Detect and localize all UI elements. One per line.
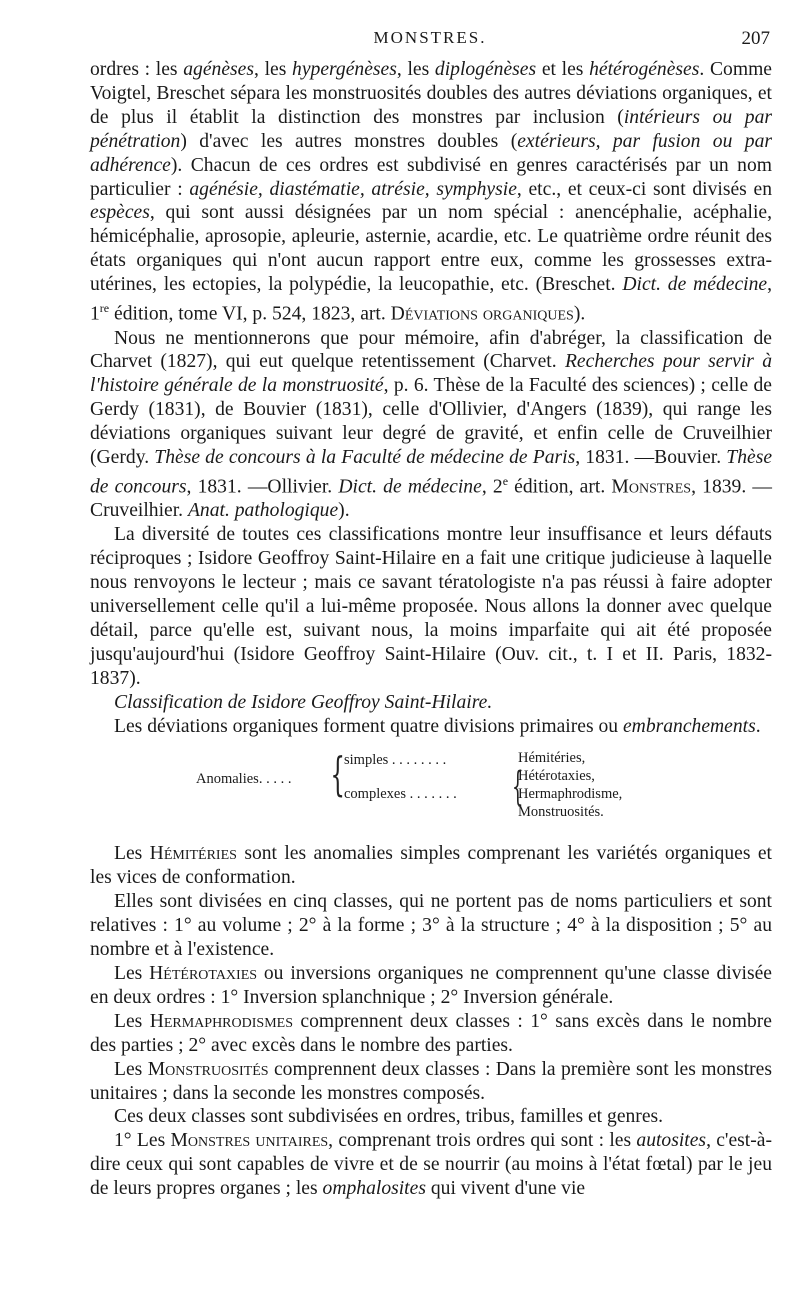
diagram-hemiteries: Hémitéries, bbox=[518, 750, 586, 767]
italic-term: intérieurs ou par pénétration bbox=[90, 106, 772, 152]
text-run: , les bbox=[396, 59, 435, 80]
small-caps-term: Monstruosités bbox=[147, 1058, 269, 1080]
diagram-root: Anomalies. . . . . bbox=[196, 771, 292, 788]
small-caps-term: Hétérotaxies bbox=[149, 962, 258, 984]
paragraph-breschet bbox=[90, 58, 772, 327]
heading-text: Classification de Isidore Geoffroy Saint-Hilaire. bbox=[114, 691, 493, 713]
running-title: MONSTRES. bbox=[373, 28, 487, 47]
text-run: , c'est-à-dire ceux qui sont capables de vivre et de se nourrir (au moins à l'état fœtal) par le jeu de leurs propres organes ; les bbox=[90, 1130, 772, 1200]
italic-citation: Thèse de concours à la Faculté de médecine de Paris bbox=[154, 447, 576, 469]
text-run: . bbox=[755, 715, 761, 737]
text-run: ). bbox=[338, 500, 350, 522]
diagram-simples: simples . . . . . . . . bbox=[344, 752, 447, 769]
text-run: ). bbox=[573, 303, 586, 325]
italic-term: extérieurs, par fusion ou par adhérence bbox=[90, 130, 772, 176]
text-run: Les bbox=[114, 1010, 150, 1032]
italic-term: agénèses bbox=[183, 59, 254, 80]
diagram-heterotaxies: Hétérotaxies, bbox=[518, 768, 595, 785]
italic-citation: Anat. pathologique bbox=[187, 500, 339, 522]
text-run: Les bbox=[114, 1058, 148, 1080]
text-run: comprennent deux classes : 1° sans excès dans le nombre des parties ; 2° avec excès dans le nombre des parties. bbox=[90, 1010, 772, 1056]
italic-citation: Dict. de médecine bbox=[338, 476, 482, 498]
text-run: sont les anomalies simples comprenant les variétés organiques et les vices de conformation. bbox=[90, 843, 772, 889]
italic-term: diplogénèses bbox=[434, 59, 537, 80]
text-run: , les bbox=[253, 59, 293, 80]
brace-icon: { bbox=[330, 747, 345, 802]
small-caps-term: Monstres bbox=[611, 476, 692, 498]
text-run: ). Chacun de ces ordres est subdivisé en genres caractérisés par un nom particulier : bbox=[90, 154, 772, 200]
page-number: 207 bbox=[741, 28, 770, 49]
italic-term: espèces bbox=[90, 202, 150, 224]
text-run: Les déviations organiques forment quatre divisions primaires ou bbox=[114, 715, 623, 737]
italic-term: agénésie, diastématie, atrésie, symphysie bbox=[189, 178, 517, 200]
italic-citation: Recherches pour servir à l'histoire générale de la monstruosité bbox=[90, 351, 772, 397]
paragraph-heterotaxies bbox=[90, 962, 772, 1010]
paragraph-divisions bbox=[90, 715, 772, 739]
text-run: comprennent deux classes : Dans la première sont les monstres unitaires ; dans la seconde les monstres composés. bbox=[90, 1058, 772, 1104]
italic-citation: Thèse de concours bbox=[90, 447, 773, 498]
text-run: , 1831. —Ollivier. bbox=[186, 476, 339, 498]
body-text bbox=[90, 58, 772, 1201]
text-run: , etc., et ceux-ci sont divisés en bbox=[516, 178, 772, 200]
page-header bbox=[90, 28, 770, 54]
text-run: 1° Les bbox=[114, 1130, 171, 1152]
italic-term: autosites bbox=[636, 1130, 707, 1152]
text-run: Les bbox=[114, 843, 150, 865]
text-run: , 1 bbox=[90, 274, 772, 325]
italic-citation: Dict. de médecine bbox=[622, 274, 768, 296]
text-run: ou inversions organiques ne comprennent qu'une classe divisée en deux ordres : 1° Inversion splanchnique ; 2° Inversion générale. bbox=[90, 962, 772, 1008]
italic-term: omphalosites bbox=[322, 1178, 426, 1200]
small-caps-term: Hémitéries bbox=[149, 843, 237, 865]
paragraph-monstruosites bbox=[90, 1058, 772, 1106]
small-caps-term: Monstres unitaires bbox=[170, 1130, 329, 1152]
paragraph-hermaphrodismes bbox=[90, 1010, 772, 1058]
small-caps-term: Déviations organiques bbox=[390, 303, 574, 325]
superscript: re bbox=[99, 301, 110, 316]
text-run: ) d'avec les autres monstres doubles ( bbox=[180, 130, 518, 152]
classification-diagram bbox=[90, 746, 772, 834]
paragraph-subdivisions: Ces deux classes sont subdivisées en ordres, tribus, familles et genres. bbox=[114, 1106, 664, 1128]
text-run: Les bbox=[114, 962, 150, 984]
text-run: qui vivent d'une vie bbox=[425, 1178, 586, 1200]
text-run: , 1839. — Cruveilhier. bbox=[90, 476, 773, 522]
text-run: . Comme Voigtel, Breschet sépara les monstruosités doubles des autres déviations organiques, et de plus il établit la distinction des monstres par inclusion ( bbox=[90, 59, 773, 128]
diagram-monstruosites: Monstruosités. bbox=[518, 804, 604, 821]
text-run: , p. 6. Thèse de la Faculté des sciences) ; celle de Gerdy (1831), de Bouvier (1831), celle d'Ollivier, d'Angers (1839), qui range les déviations organiques suivant leur degré de gravité, et enfin celle de Cruveilhier (Gerdy. bbox=[90, 375, 772, 469]
italic-term: hypergénèses bbox=[292, 59, 397, 80]
brace-icon: { bbox=[511, 764, 524, 811]
text-run: , comprenant trois ordres qui sont : les bbox=[328, 1130, 637, 1152]
text-run: Nous ne mentionnerons que pour mémoire, afin d'abréger, la classification de Charvet (1827), qui eut quelque retentissement (Charvet. bbox=[90, 327, 772, 373]
paragraph-hemiteries bbox=[90, 842, 772, 890]
text-run: , 1831. —Bouvier. bbox=[575, 447, 727, 469]
italic-term: hétérogénèses bbox=[589, 59, 700, 80]
text-run: et les bbox=[536, 59, 590, 80]
small-caps-term: Hermaphrodismes bbox=[149, 1010, 293, 1032]
italic-term: embranchements bbox=[622, 715, 756, 737]
superscript: e bbox=[502, 473, 509, 488]
text-run: édition, tome VI, p. 524, 1823, art. bbox=[109, 303, 391, 325]
text-run: édition, art. bbox=[508, 476, 612, 498]
text-run: , qui sont aussi désignées par un nom spécial : anencéphalie, acéphalie, hémicéphalie, aprosopie, apleurie, asternie, acardie, etc. Le quatrième ordre réunit des états organiques qui n'ont aucun rapport entre eux, comme les grossesses extra-utérines, les ectopies, la polypédie, la leucopathie, etc. (Breschet. bbox=[90, 202, 772, 296]
paragraph-diversity: La diversité de toutes ces classifications montre leur insuffisance et leurs défauts réciproques ; Isidore Geoffroy Saint-Hilaire en a fait une critique judicieuse à laquelle nous renvoyons le lecteur ; mais ce savant tératologiste n'a pas réussi à faire adopter universellement celle qu'il a lui-même proposée. Nous allons la donner avec quelque détail, parce qu'elle est, suivant nous, la moins imparfaite qui ait été proposée jusqu'aujourd'hui (Isidore Geoffroy Saint-Hilaire (Ouv. cit., t. I et II. Paris, 1832-1837). bbox=[90, 524, 772, 689]
text-run: ordres : les bbox=[90, 59, 184, 80]
paragraph-classes: Elles sont divisées en cinq classes, qui ne portent pas de noms particuliers et sont relatives : 1° au volume ; 2° à la forme ; 3° à la structure ; 4° à la disposition ; 5° au nombre et à l'existence. bbox=[90, 891, 772, 961]
paragraph-monstres-unitaires bbox=[90, 1129, 772, 1201]
section-heading bbox=[90, 691, 772, 715]
paragraph-classifications bbox=[90, 327, 772, 524]
text-run: , 2 bbox=[481, 476, 503, 498]
diagram-hermaphrodisme: Hermaphrodisme, bbox=[518, 786, 623, 803]
diagram-complexes: complexes . . . . . . . bbox=[344, 786, 457, 803]
